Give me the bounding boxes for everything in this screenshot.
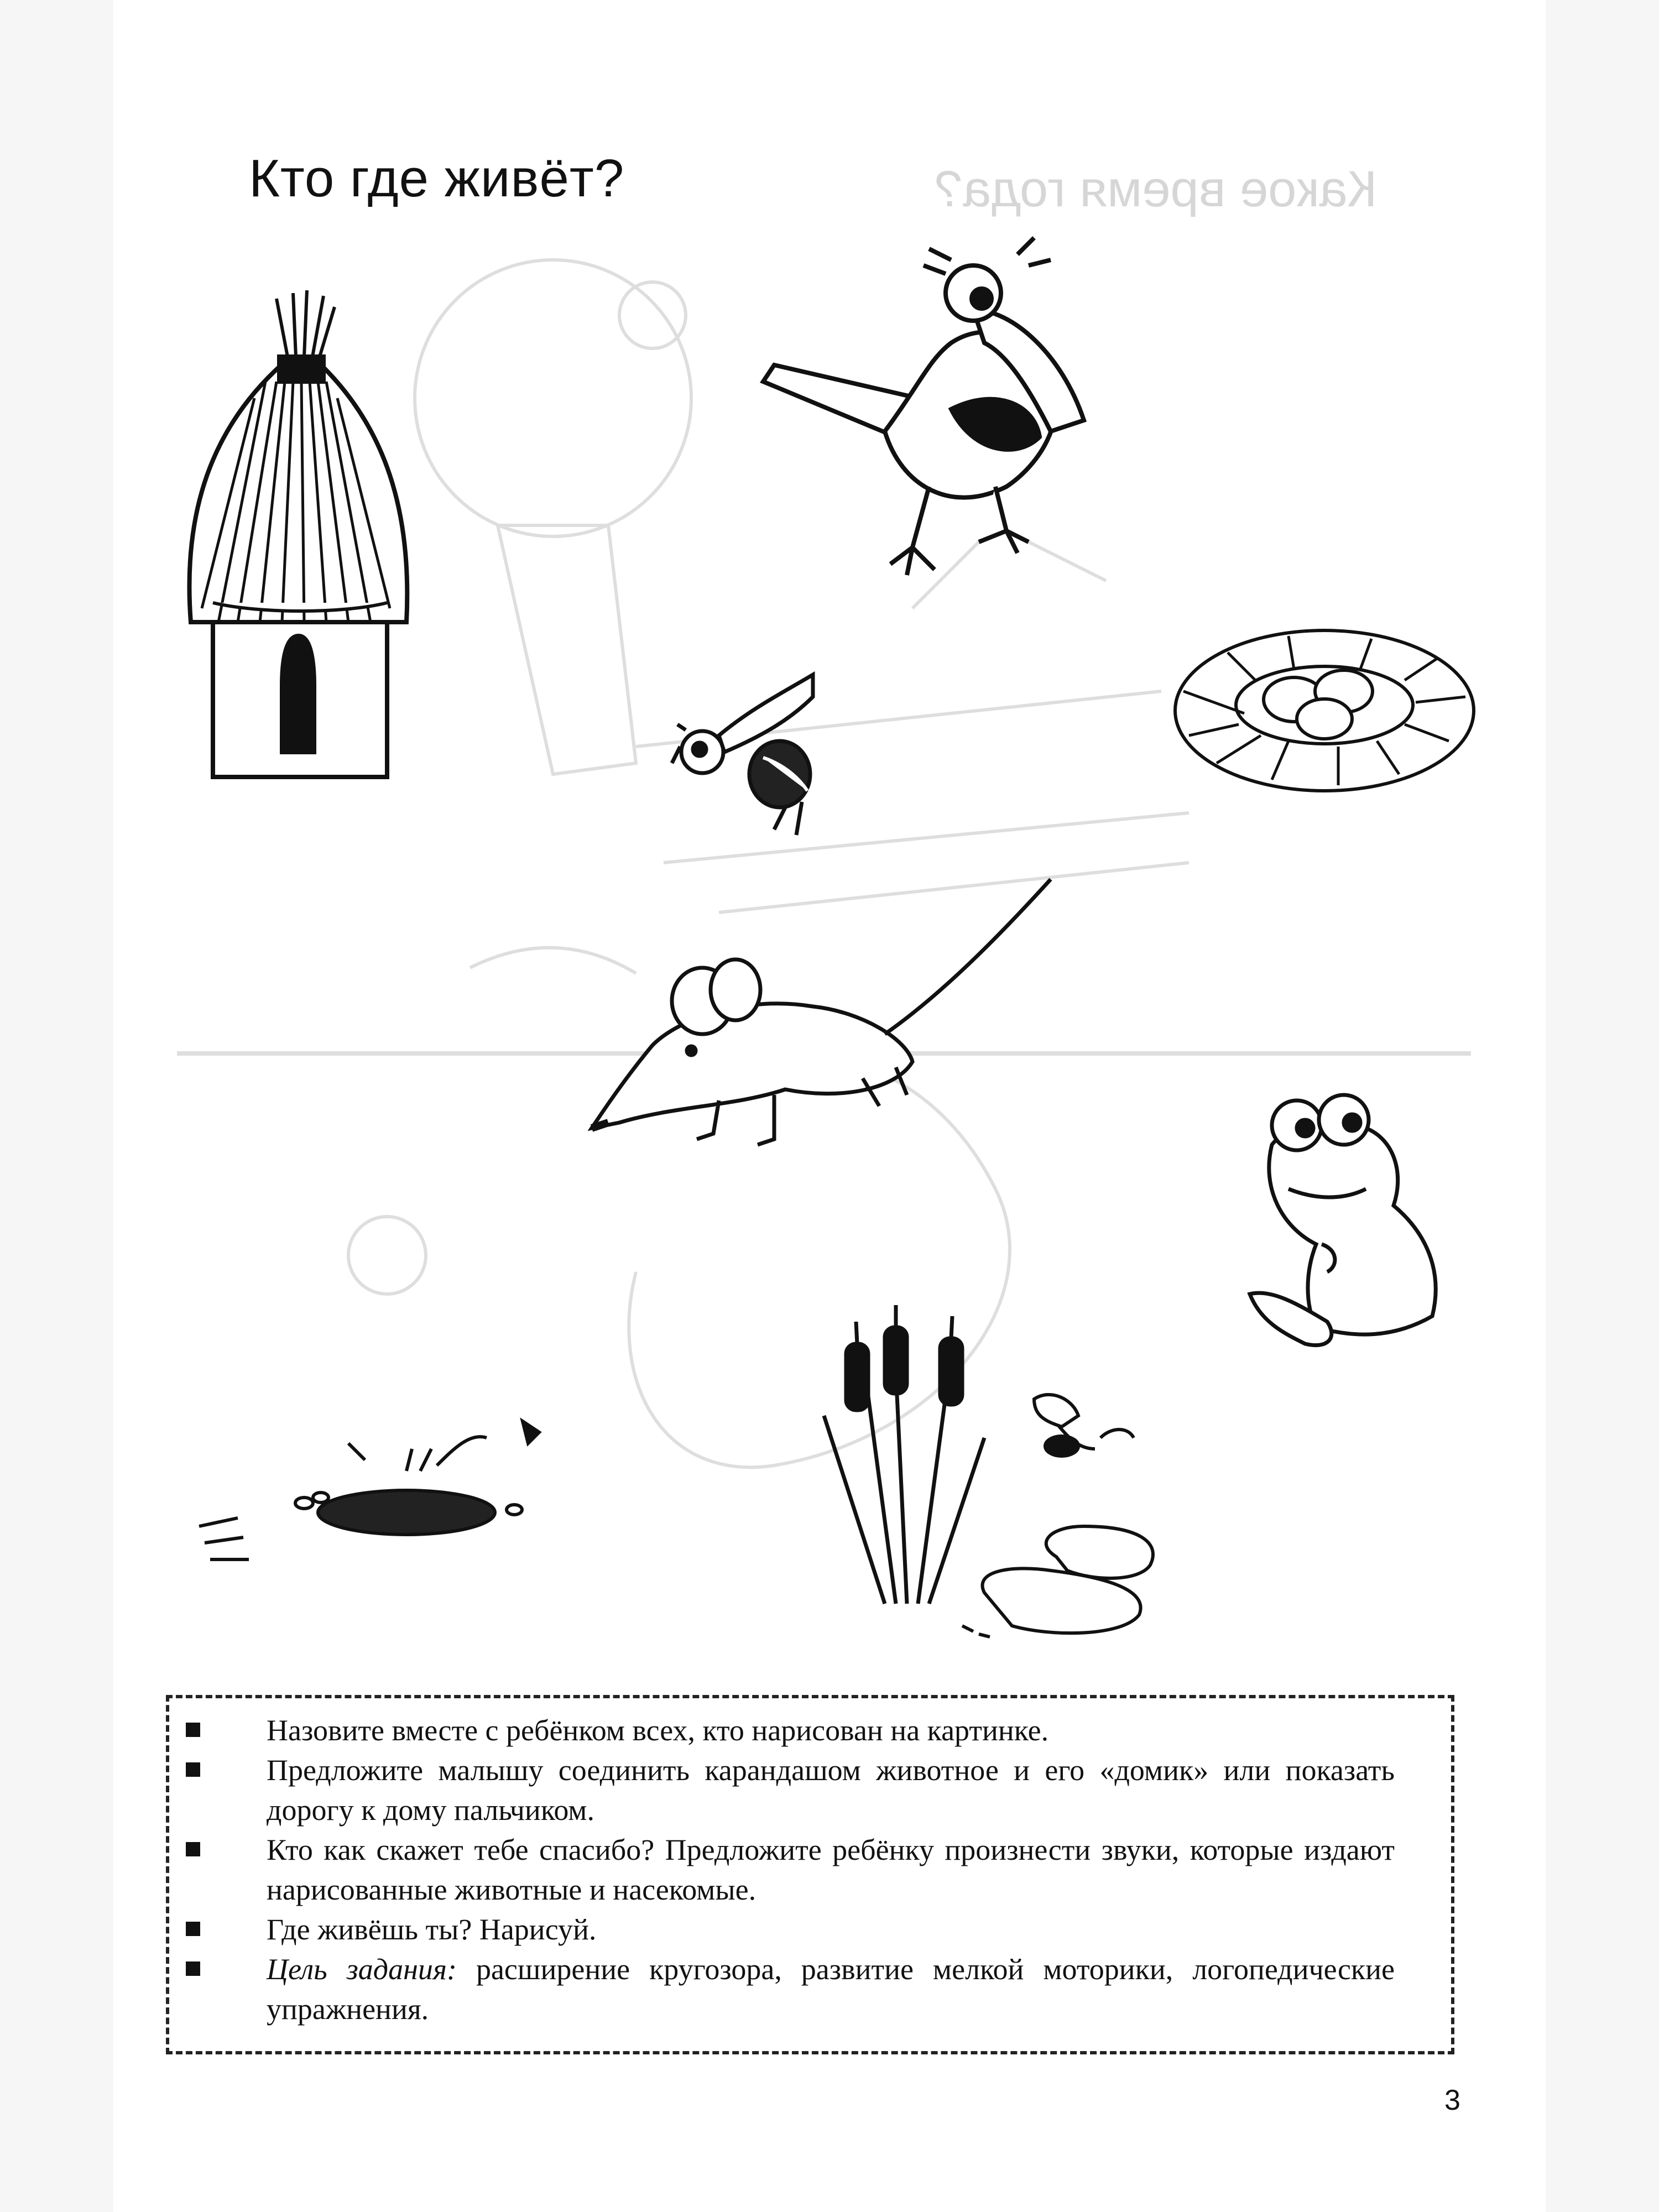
instruction-item xyxy=(186,1830,1434,1910)
ghost-title: Какое время года? xyxy=(935,161,1378,217)
square-bullet-icon xyxy=(186,1842,200,1856)
instructions-box xyxy=(166,1695,1454,2054)
square-bullet-icon xyxy=(186,1723,200,1737)
bee-icon xyxy=(672,675,813,835)
square-bullet-icon xyxy=(186,1762,200,1777)
aim-text xyxy=(267,1949,1395,2029)
instruction-item xyxy=(186,1910,1434,1949)
square-bullet-icon xyxy=(186,1961,200,1976)
frog-icon xyxy=(1250,1095,1436,1345)
lily-pads-icon xyxy=(962,1526,1153,1637)
page-title: Кто где живёт? xyxy=(249,149,625,208)
aim-label: Цель задания: xyxy=(267,1953,457,1986)
mouse-hole-icon xyxy=(199,1421,539,1559)
page-number: 3 xyxy=(1444,2084,1460,2116)
instruction-text: Где живёшь ты? Нарисуй. xyxy=(267,1913,597,1946)
instructions-list xyxy=(169,1698,1451,2029)
square-bullet-icon xyxy=(186,1922,200,1936)
hut-icon xyxy=(189,290,407,777)
aim-description: расширение кругозора, развитие мелкой моторики, логопедические упражнения. xyxy=(267,1953,1395,2026)
magpie-bird-icon xyxy=(763,238,1084,575)
instruction-text: Предложите малышу соединить карандашом животное и его «домик» или показать дорогу к дому пальчиком. xyxy=(267,1754,1395,1827)
instruction-text: Кто как скажет тебе спасибо? Предложите ребёнку произнести звуки, которые издают нарисованные животные и насекомые. xyxy=(267,1833,1395,1906)
instruction-item-aim xyxy=(186,1949,1434,2029)
instruction-item xyxy=(186,1710,1434,1750)
dragonfly-icon xyxy=(1034,1395,1134,1456)
instruction-item xyxy=(186,1750,1434,1830)
bird-nest-icon xyxy=(1175,630,1474,791)
mouse-icon xyxy=(592,879,1051,1145)
reeds-icon xyxy=(824,1305,984,1604)
instruction-text: Назовите вместе с ребёнком всех, кто нарисован на картинке. xyxy=(267,1714,1049,1747)
